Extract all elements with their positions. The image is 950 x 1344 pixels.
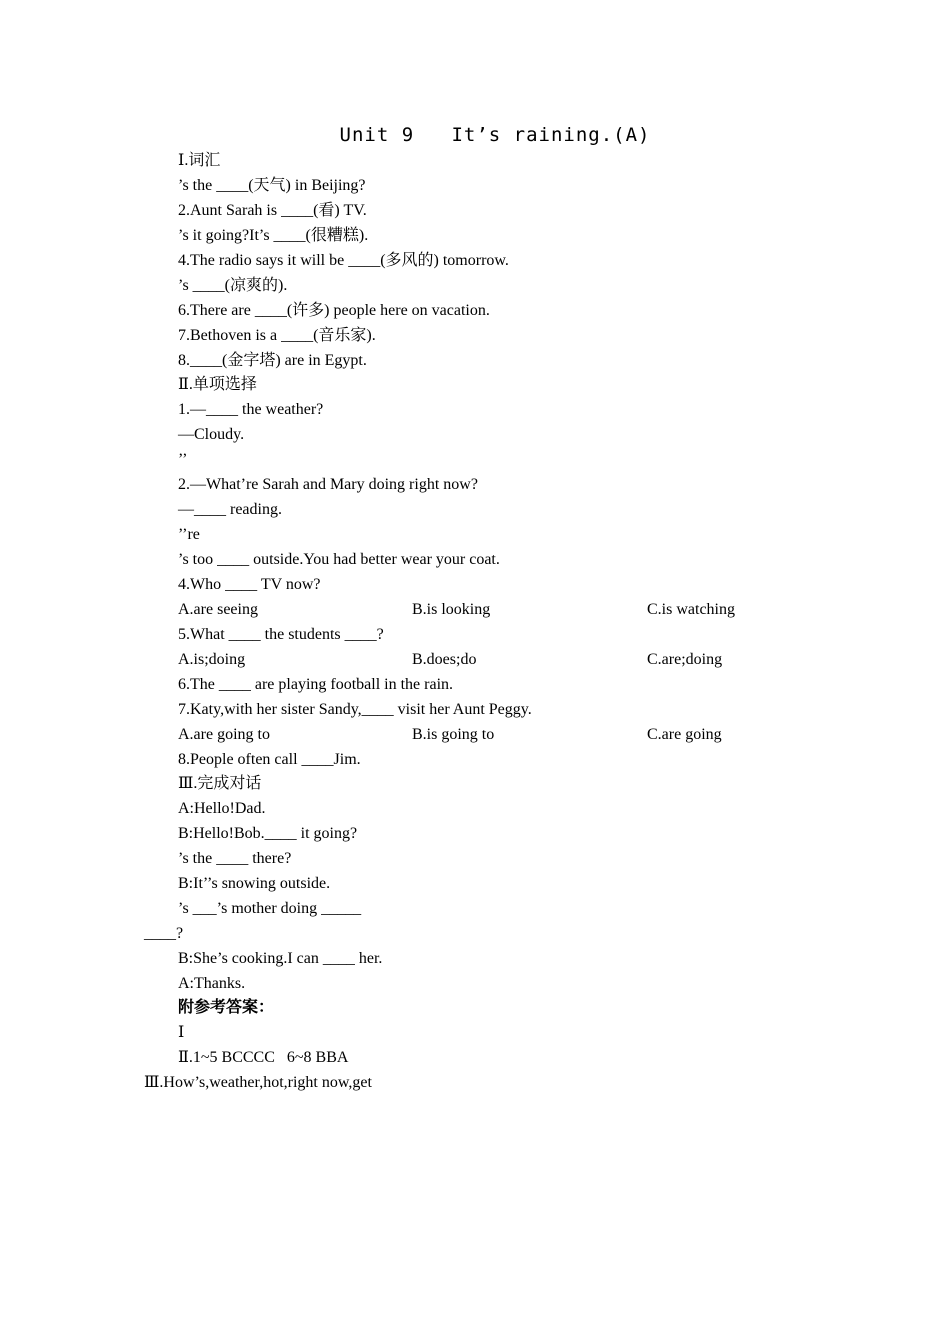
question-4-option-b: B.is looking: [412, 601, 491, 618]
vocab-item-6: 6.There are ____(许多) people here on vacation.: [178, 302, 490, 319]
vocab-item-1: ’s the ____(天气) in Beijing?: [178, 177, 366, 194]
vocab-item-2: 2.Aunt Sarah is ____(看) TV.: [178, 202, 367, 219]
dialogue-line-2: B:Hello!Bob.____ it going?: [178, 825, 358, 842]
question-5-option-b: B.does;do: [412, 651, 477, 668]
question-1-answer: —Cloudy.: [178, 426, 245, 443]
question-2: 2.—What’re Sarah and Mary doing right now?: [178, 476, 478, 493]
question-5-option-a: A.is;doing: [178, 651, 246, 668]
question-1-options: ’’: [178, 451, 188, 468]
question-1: 1.—____ the weather?: [178, 401, 324, 418]
vocab-item-4: 4.The radio says it will be ____(多风的) tomorrow.: [178, 252, 509, 269]
answers-section-2: Ⅱ.1~5 BCCCC 6~8 BBA: [178, 1049, 349, 1066]
dialogue-line-8: A:Thanks.: [178, 975, 246, 992]
question-7-option-c: C.are going: [647, 726, 722, 743]
answers-section-3: Ⅲ.How’s,weather,hot,right now,get: [144, 1074, 372, 1091]
question-4: 4.Who ____ TV now?: [178, 576, 321, 593]
question-5: 5.What ____ the students ____?: [178, 626, 384, 643]
dialogue-line-5: ’s ___’s mother doing _____: [178, 900, 362, 917]
question-2-options: ’’re: [178, 526, 200, 543]
section-1-heading: Ⅰ.词汇: [178, 152, 221, 169]
vocab-item-8: 8.____(金字塔) are in Egypt.: [178, 352, 367, 369]
vocab-item-3: ’s it going?It’s ____(很糟糕).: [178, 227, 369, 244]
question-8: 8.People often call ____Jim.: [178, 751, 361, 768]
question-3: ’s too ____ outside.You had better wear your coat.: [178, 551, 500, 568]
answers-section-1: Ⅰ: [178, 1024, 185, 1041]
section-2-heading: Ⅱ.单项选择: [178, 376, 257, 393]
question-7-option-b: B.is going to: [412, 726, 495, 743]
question-7: 7.Katy,with her sister Sandy,____ visit her Aunt Peggy.: [178, 701, 532, 718]
page-title: Unit 9 It’s raining.(A): [339, 124, 651, 146]
vocab-item-5: ’s ____(凉爽的).: [178, 277, 288, 294]
question-4-option-c: C.is watching: [647, 601, 735, 618]
question-5-option-c: C.are;doing: [647, 651, 723, 668]
dialogue-line-7: B:She’s cooking.I can ____ her.: [178, 950, 383, 967]
answers-heading: 附参考答案：: [178, 999, 275, 1016]
question-2-answer: —____ reading.: [178, 501, 282, 518]
question-7-option-a: A.are going to: [178, 726, 270, 743]
dialogue-line-1: A:Hello!Dad.: [178, 800, 266, 817]
dialogue-line-4: B:It’’s snowing outside.: [178, 875, 331, 892]
section-3-heading: Ⅲ.完成对话: [178, 775, 262, 792]
vocab-item-7: 7.Bethoven is a ____(音乐家).: [178, 327, 376, 344]
question-4-option-a: A.are seeing: [178, 601, 258, 618]
question-6: 6.The ____ are playing football in the rain.: [178, 676, 454, 693]
dialogue-line-3: ’s the ____ there?: [178, 850, 292, 867]
dialogue-line-6: ____?: [144, 925, 184, 942]
